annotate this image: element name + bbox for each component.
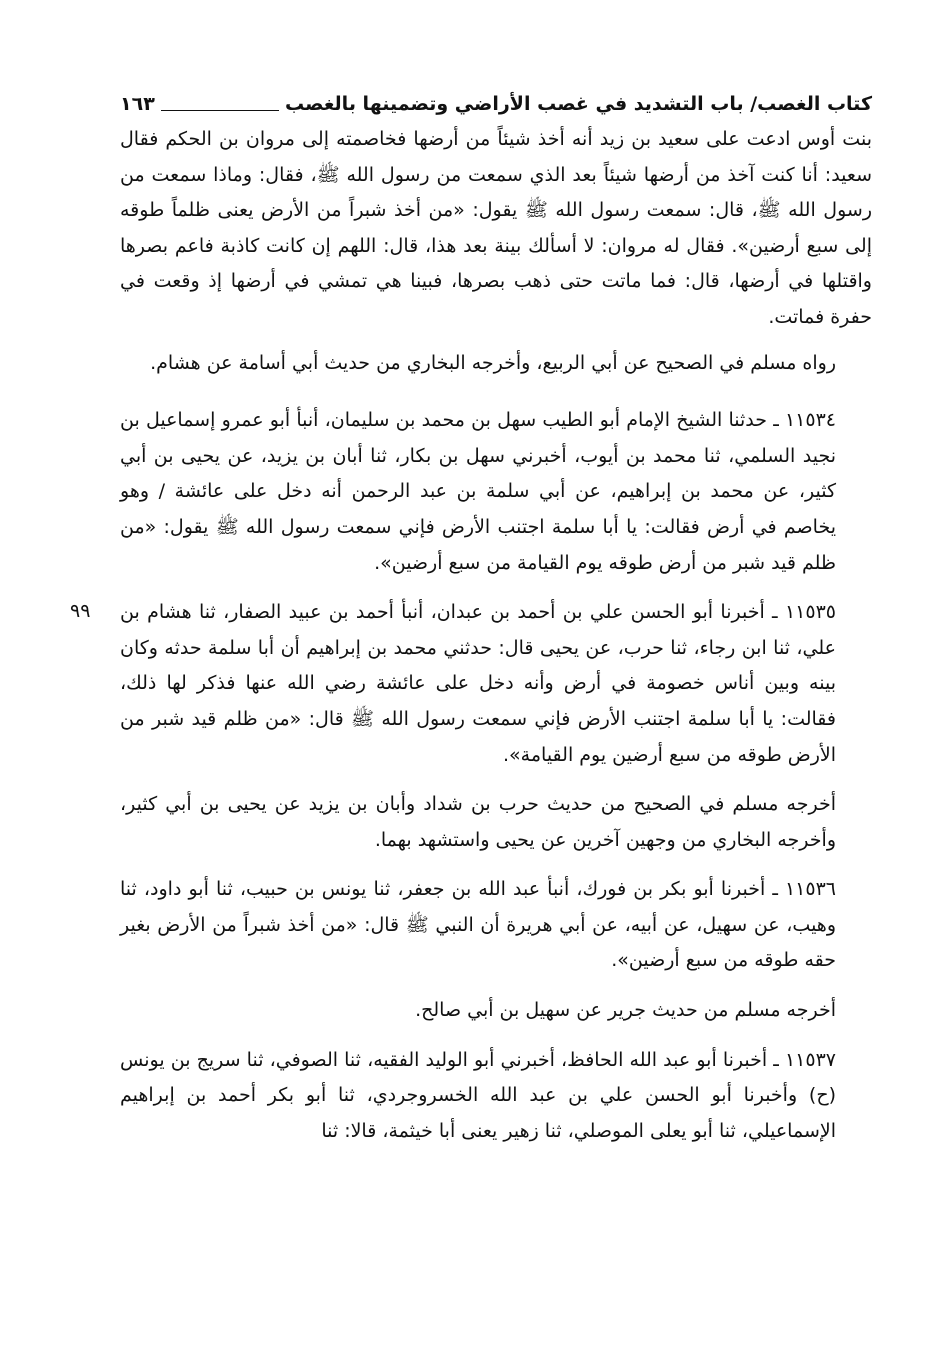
hadith-paragraph: ١١٥٣٥ ـ أخبرنا أبو الحسن علي بن أحمد بن عبدان، أنبأ أحمد بن عبيد الصفار، ثنا هشام بن علي، ثنا ابن رجاء، ثنا حرب، عن يحيى قال: حدثني محمد بن إبراهيم أن أبا سلمة حدثه وكان بينه وبين أناس خصومة في أرض وأنه دخل على عائشة رضي الله عنها فذكر لها ذلك، فقالت: يا أبا سلمة اجتنب الأرض فإني سمعت رسول الله ﷺ قال: «من ظلم قيد شبر من الأرض طوقه من سبع أرضين يوم القيامة». [120,601,836,766]
hadith-paragraph: ١١٥٣٤ ـ حدثنا الشيخ الإمام أبو الطيب سهل بن محمد بن سليمان، أنبأ أبو عمرو إسماعيل بن نجيد السلمي، ثنا محمد بن أيوب، أخبرني سهل بن بكار، ثنا أبان بن يزيد، عن يحيى بن أبي كثير، عن محمد بن إبراهيم، عن أبي سلمة بن عبد الرحمن أنه دخل على عائشة / وهو يخاصم في أرض فقالت: يا أبا سلمة اجتنب الأرض فإني سمعت رسول الله ﷺ يقول: «من ظلم قيد شبر من أرض طوقه يوم القيامة من سبع أرضين». [120,409,836,574]
paragraph: رواه مسلم في الصحيح عن أبي الربيع، وأخرجه البخاري من حديث أبي أسامة عن هشام. [150,351,836,374]
paragraph: أخرجه مسلم من حديث جرير عن سهيل بن أبي صالح. [415,999,836,1022]
header-rule [161,110,279,111]
header-title: كتاب الغصب/ باب التشديد في غصب الأراضي وتضمينها بالغصب [284,93,872,115]
paragraph: أخرجه مسلم في الصحيح من حديث حرب بن شداد وأبان بن يزيد عن يحيى بن أبي كثير، وأخرجه البخاري من وجهين آخرين عن يحيى واستشهد بهما. [120,793,836,851]
hadith-paragraph: ١١٥٣٧ ـ أخبرنا أبو عبد الله الحافظ، أخبرني أبو الوليد الفقيه، ثنا الصوفي، ثنا سريج بن يونس (ح) وأخبرنا أبو الحسن علي بن عبد الله الخسروجردي، ثنا أبو بكر أحمد بن إبراهيم الإسماعيلي، ثنا أبو يعلى الموصلي، ثنا زهير يعنى أبا خيثمة، قالا: ثنا [120,1048,836,1142]
page-number: ١٦٣ [120,93,155,115]
running-header [120,86,872,116]
body-text [120,122,872,1163]
margin-page-reference: ٩٩ [70,600,91,622]
hadith-paragraph: ١١٥٣٦ ـ أخبرنا أبو بكر بن فورك، أنبأ عبد الله بن جعفر، ثنا يونس بن حبيب، ثنا أبو داود، ثنا وهيب، عن سهيل، عن أبيه، عن أبي هريرة أن النبي ﷺ قال: «من أخذ شبراً من الأرض بغير حقه طوقه من سبع أرضين». [120,878,836,972]
paragraph: بنت أوس ادعت على سعيد بن زيد أنه أخذ شيئاً من أرضها فخاصمته إلى مروان بن الحكم فقال سعيد: أنا كنت آخذ من أرضها شيئاً بعد الذي سمعت من رسول الله ﷺ، فقال: وماذا سمعت من رسول الله ﷺ، قال: سمعت رسول الله ﷺ يقول: «من أخذ شبراً من الأرض يعنى ظلماً طوقه إلى سبع أرضين». فقال له مروان: لا أسألك بينة بعد هذا، قال: اللهم إن كانت كاذبة فاعم بصرها واقتلها في أرضها، قال: فما ماتت حتى ذهب بصرها، فبينا هي تمشي في أرضها إذ وقعت في حفرة فماتت. [120,128,872,328]
